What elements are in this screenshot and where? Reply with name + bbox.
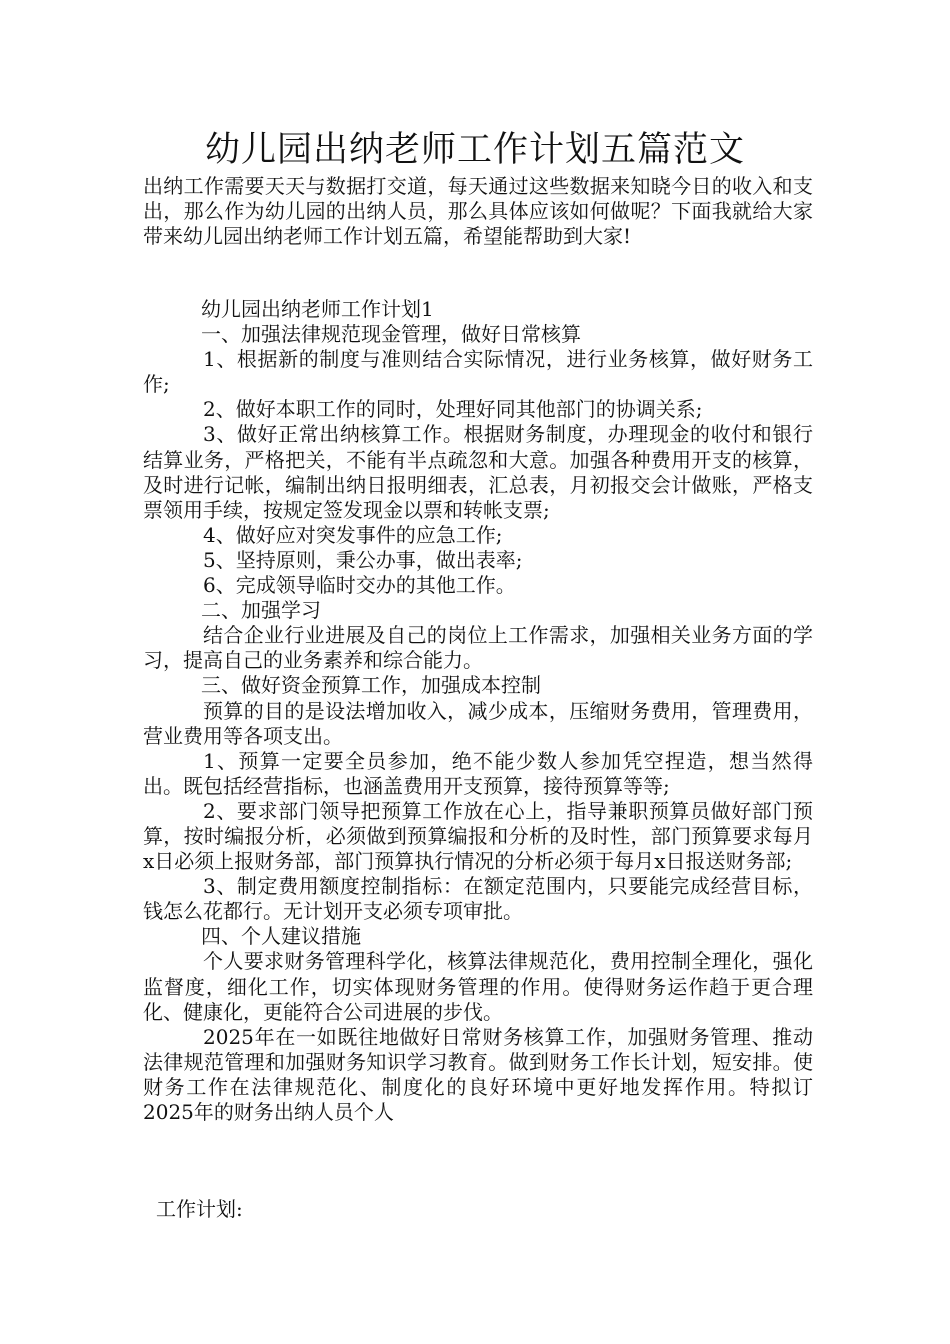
list-item: 1、预算一定要全员参加，绝不能少数人参加凭空捏造，想当然得出。既包括经营指标，也涵盖费用开支预算，接待预算等等; — [143, 748, 813, 798]
intro-paragraph: 出纳工作需要天天与数据打交道，每天通过这些数据来知晓今日的收入和支出，那么作为幼儿园的出纳人员，那么具体应该如何做呢？下面我就给大家带来幼儿园出纳老师工作计划五篇，希望能帮助到大家! — [143, 174, 813, 248]
list-item: 6、完成领导临时交办的其他工作。 — [203, 573, 516, 598]
document-title: 幼儿园出纳老师工作计划五篇范文 — [204, 130, 745, 170]
footer-label: 工作计划: — [156, 1197, 243, 1221]
plan-article — [143, 297, 813, 1125]
list-item: 4、做好应对突发事件的应急工作; — [203, 522, 503, 547]
list-item: 2、要求部门领导把预算工作放在心上，指导兼职预算员做好部门预算，按时编报分析，必须做到预算编报和分析的及时性，部门预算要求每月x日必须上报财务部，部门预算执行情况的分析必须于每月x日报送财务部; — [143, 798, 813, 874]
list-item: 1、根据新的制度与准则结合实际情况，进行业务核算，做好财务工作; — [143, 347, 813, 397]
body-paragraph: 结合企业行业进展及自己的岗位上工作需求，加强相关业务方面的学习，提高自己的业务素养和综合能力。 — [143, 623, 813, 673]
list-item: 3、做好正常出纳核算工作。根据财务制度，办理现金的收付和银行结算业务，严格把关，不能有半点疏忽和大意。加强各种费用开支的核算，及时进行记帐，编制出纳日报明细表，汇总表，月初报交会计做账，严格支票领用手续，按规定签发现金以票和转帐支票; — [143, 422, 813, 522]
list-item: 3、制定费用额度控制指标：在额定范围内，只要能完成经营目标，钱怎么花都行。无计划开支必须专项审批。 — [143, 874, 813, 924]
list-item: 2、做好本职工作的同时，处理好同其他部门的协调关系; — [203, 397, 703, 422]
plan-title: 幼儿园出纳老师工作计划1 — [201, 297, 434, 321]
section-heading: 四、个人建议措施 — [201, 924, 361, 949]
section-heading: 二、加强学习 — [201, 598, 321, 623]
body-paragraph: 个人要求财务管理科学化，核算法律规范化，费用控制全理化，强化监督度，细化工作，切实体现财务管理的作用。使得财务运作趋于更合理化、健康化，更能符合公司进展的步伐。 — [143, 949, 813, 1024]
list-item: 5、坚持原则，秉公办事，做出表率; — [203, 547, 523, 572]
section-heading: 三、做好资金预算工作，加强成本控制 — [201, 673, 541, 698]
body-paragraph: 2025年在一如既往地做好日常财务核算工作，加强财务管理、推动法律规范管理和加强财务知识学习教育。做到财务工作长计划，短安排。使财务工作在法律规范化、制度化的良好环境中更好地发挥作用。特拟订2025年的财务出纳人员个人 — [143, 1024, 813, 1124]
body-paragraph: 预算的目的是设法增加收入，减少成本，压缩财务费用，管理费用，营业费用等各项支出。 — [143, 698, 813, 748]
section-heading: 一、加强法律规范现金管理，做好日常核算 — [201, 322, 581, 347]
